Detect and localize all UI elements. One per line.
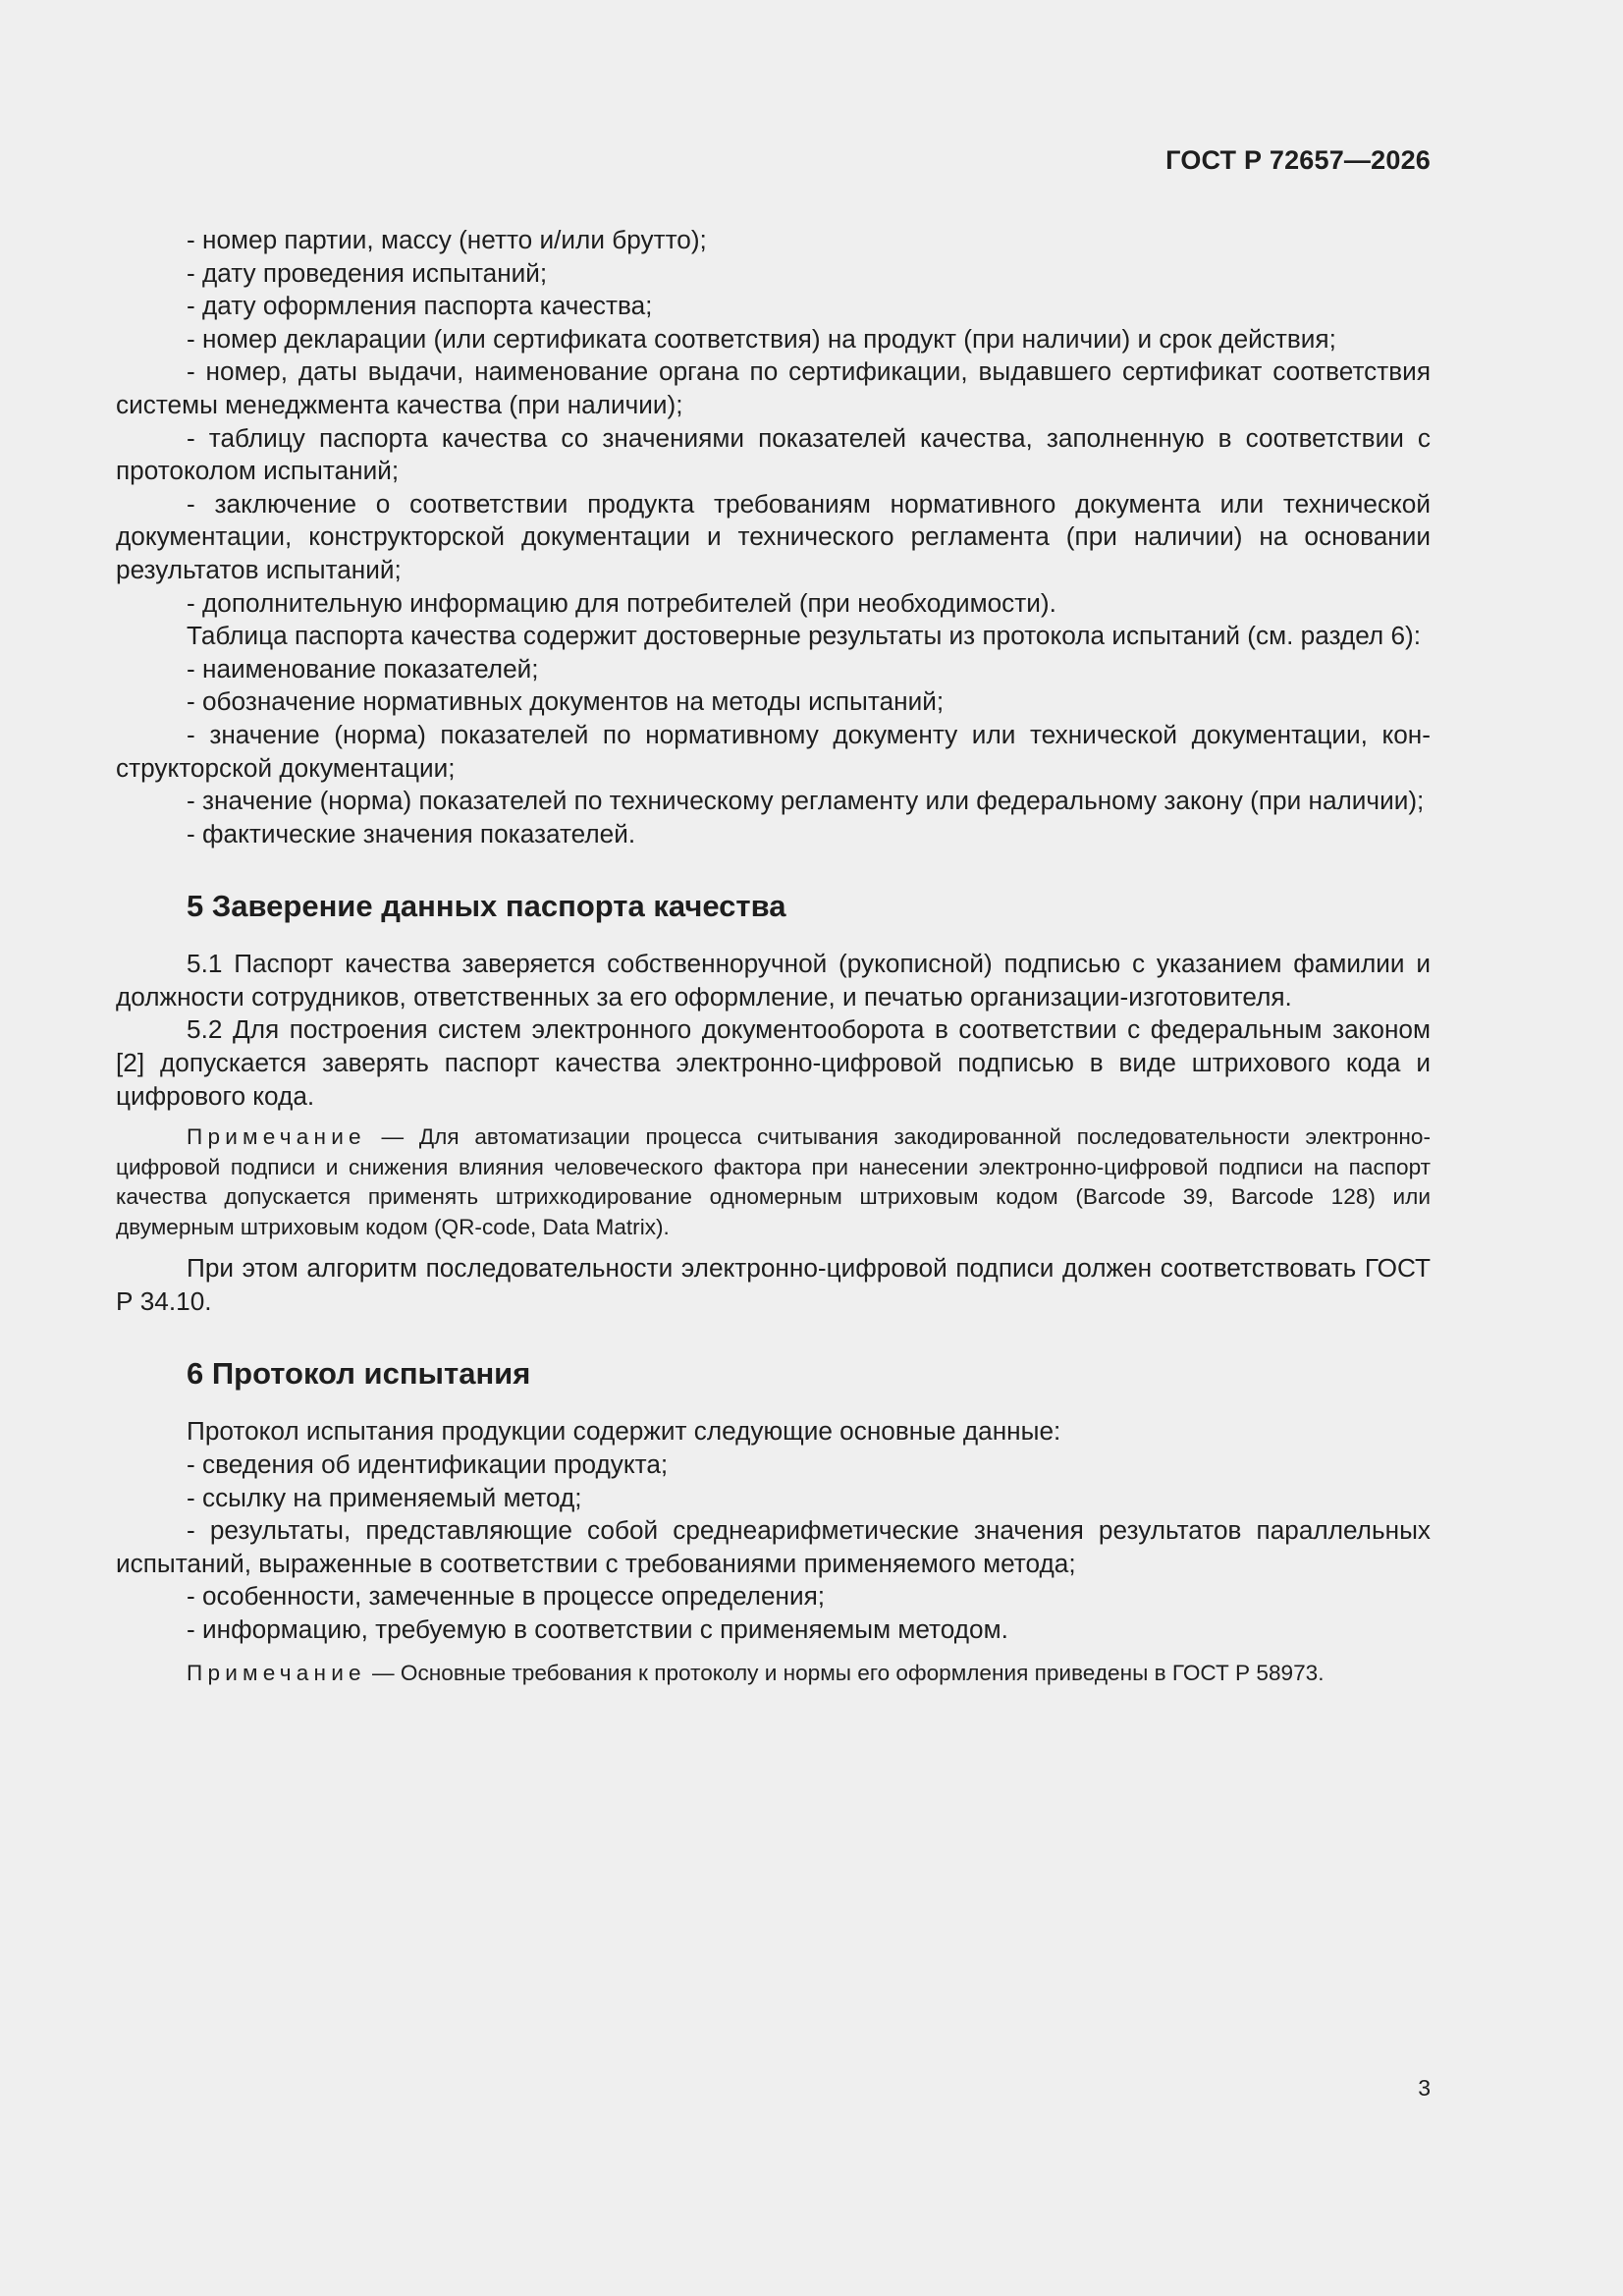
note-text: — Основные требования к протоколу и нормы его оформления приведены в ГОСТ Р 58973. — [365, 1660, 1325, 1685]
note-text: — Для автоматизации процесса считывания закодированной последовательности электронно-цифровой подписи и снижения влияния человеческого фактора при нанесении электронно-цифровой подписи на паспорт качества допускается применять штрихкодирование одномерным штриховым кодом (Barcode 39, Barcode 128) или двумерным штриховым кодом (QR-code, Data Matrix). — [116, 1124, 1431, 1239]
list-item: - значение (норма) показателей по нормативному документу или технической документации, конструкторской документации; — [116, 719, 1431, 783]
list-item: - номер партии, массу (нетто и/или брутто); — [187, 225, 707, 254]
passport-contents-list — [116, 224, 1431, 620]
paragraph-5-signature-algorithm: При этом алгоритм последовательности электронно-цифровой подписи должен соответствовать ГОСТ Р 34.10. — [116, 1253, 1431, 1316]
table-contents-list — [116, 653, 1431, 851]
list-item: - информацию, требуемую в соответствии с применяемым методом. — [187, 1614, 1008, 1644]
page-number: 3 — [1418, 2075, 1431, 2101]
list-item: - номер декларации (или сертификата соответствия) на продукт (при наличии) и срок действия; — [187, 323, 1336, 354]
list-item: - обозначение нормативных документов на методы испытаний; — [187, 686, 945, 717]
list-item: - дату проведения испытаний; — [187, 257, 548, 288]
list-item: - ссылку на применяемый метод; — [187, 1482, 582, 1512]
list-item: - номер, даты выдачи, наименование органа по сертификации, выдавшего сертификат соответствия системы менеджмента качества (при наличии); — [116, 356, 1431, 419]
list-item: - значение (норма) показателей по техническому регламенту или федеральному закону (при наличии); — [187, 786, 1425, 816]
paragraph-5-2: 5.2 Для построения систем электронного документооборота в соответствии с федеральным законом [2] допускается заверять паспорт качества электронно-цифровой подписью в виде штрихового кода и цифрового кода. — [116, 1014, 1431, 1111]
document-code-header: ГОСТ Р 72657—2026 — [1165, 145, 1431, 175]
document-page — [116, 0, 1431, 2296]
list-item: - фактические значения показателей. — [187, 818, 636, 848]
section-6-heading: 6 Протокол испытания — [187, 1356, 531, 1392]
list-item: - особенности, замеченные в процессе определения; — [187, 1581, 826, 1612]
document-body — [116, 224, 1431, 1688]
protocol-contents-list — [116, 1449, 1431, 1647]
list-item: - сведения об идентификации продукта; — [187, 1449, 669, 1480]
list-item: - результаты, представляющие собой среднеарифметические значения результатов параллельных испытаний, выраженные в соответствии с требованиями применяемого метода; — [116, 1515, 1431, 1578]
note-label: Примечание — [187, 1660, 366, 1685]
paragraph-5-1: 5.1 Паспорт качества заверяется собственноручной (рукописной) подписью с указанием фамилии и должности сотрудников, ответственных за его оформление, и печатью организации-изготовителя. — [116, 949, 1431, 1011]
section-5-heading: 5 Заверение данных паспорта качества — [187, 889, 786, 924]
list-item: - таблицу паспорта качества со значениями показателей качества, заполненную в соответствии с протоколом испытаний; — [116, 422, 1431, 486]
list-item: - наименование показателей; — [187, 653, 539, 683]
list-item: - дату оформления паспорта качества; — [187, 291, 653, 321]
section-6-intro: Протокол испытания продукции содержит следующие основные данные: — [187, 1416, 1061, 1447]
section-5-note — [116, 1122, 1431, 1242]
list-item: - дополнительную информацию для потребителей (при необходимости). — [187, 587, 1056, 618]
section-6-note — [116, 1659, 1431, 1689]
table-intro-paragraph: Таблица паспорта качества содержит достоверные результаты из протокола испытаний (см. раздел 6): — [187, 621, 1422, 651]
list-item: - заключение о соответствии продукта требованиям нормативного документа или технической документации, конструкторской документации и технического регламента (при наличии) на основании результатов испытаний; — [116, 488, 1431, 584]
note-label: Примечание — [187, 1124, 366, 1150]
